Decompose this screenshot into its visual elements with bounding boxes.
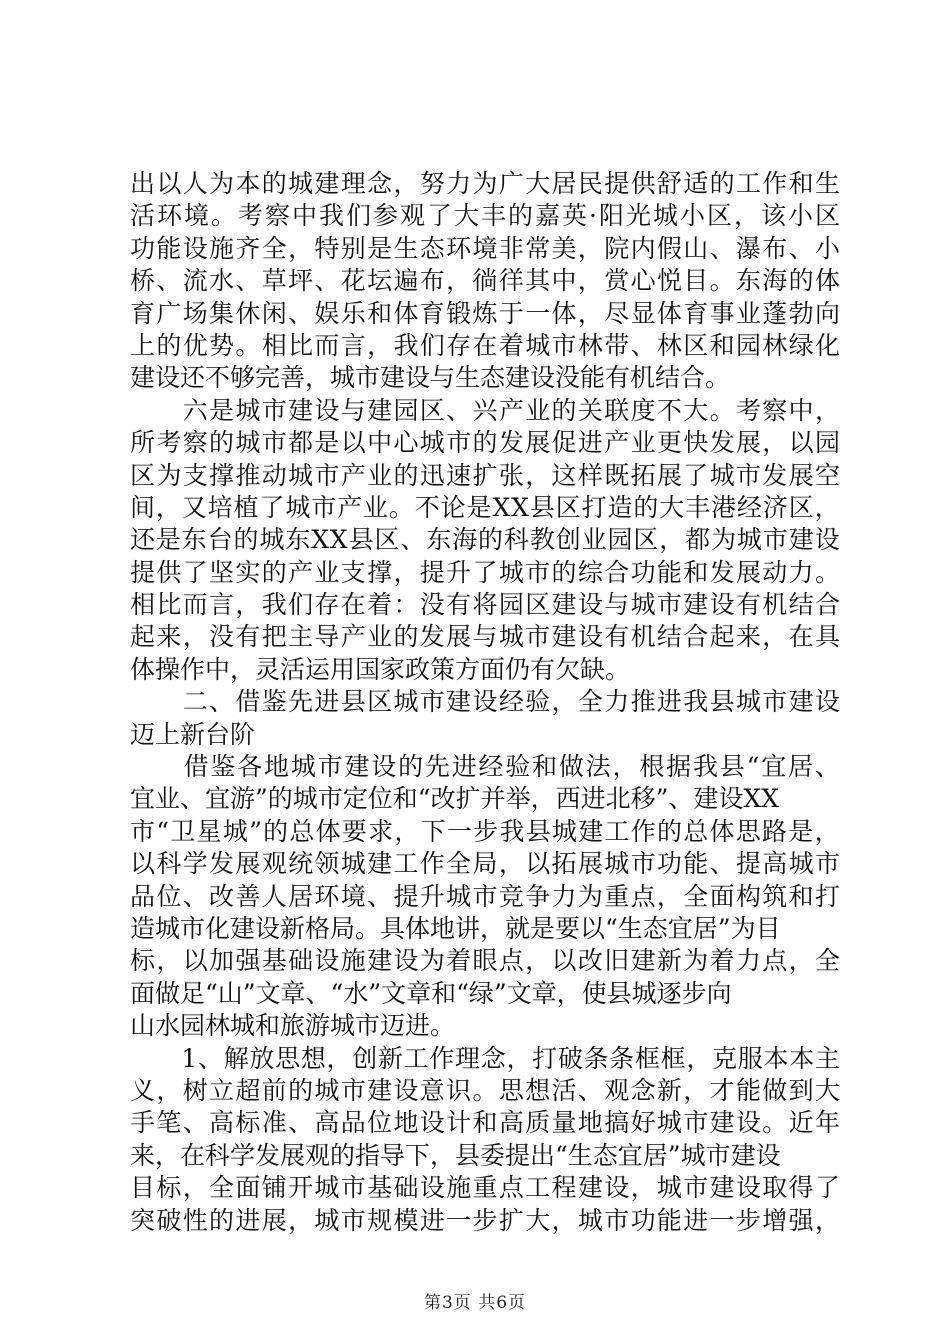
text-line: 活环境。考察中我们参观了大丰的嘉英·阳光城小区，该小区 (130, 201, 842, 231)
text-line: 间，又培植了城市产业。不论是XX县区打造的大丰港经济区， (130, 492, 841, 522)
text-line: 突破性的进展，城市规模进一步扩大，城市功能进一步增强， (130, 1205, 842, 1235)
text-line: 建设还不够完善，城市建设与生态建设没能有机结合。 (130, 363, 731, 393)
text-line: 造城市化建设新格局。具体地讲，就是要以“生态宜居”为目 (130, 913, 781, 943)
text-line: 来，在科学发展观的指导下，县委提出“生态宜居”城市建设 (130, 1140, 781, 1170)
text-line: 区为支撑推动城市产业的迅速扩张，这样既拓展了城市发展空 (130, 460, 842, 490)
body-text (130, 168, 840, 1237)
text-line: 市“卫星城”的总体要求，下一步我县城建工作的总体思路是， (130, 816, 841, 846)
text-line: 面做足“山”文章、“水”文章和“绿”文章，使县城逐步向 (130, 978, 732, 1008)
text-line: 目标，全面铺开城市基础设施重点工程建设，城市建设取得了 (130, 1173, 842, 1203)
text-line: 品位、改善人居环境、提升城市竞争力为重点，全面构筑和打 (130, 881, 842, 911)
text-line: 桥、流水、草坪、花坛遍布，徜徉其中，赏心悦目。东海的体 (130, 266, 842, 296)
text-line: 1、解放思想，创新工作理念，打破条条框框，克服本本主 (130, 1043, 841, 1073)
text-line: 二、借鉴先进县区城市建设经验，全力推进我县城市建设 (130, 687, 842, 717)
text-line: 借鉴各地城市建设的先进经验和做法，根据我县“宜居、 (130, 752, 842, 782)
text-line: 义，树立超前的城市建设意识。思想活、观念新，才能做到大 (130, 1075, 842, 1105)
text-line: 迈上新台阶 (130, 719, 256, 749)
text-line: 育广场集休闲、娱乐和体育锻炼于一体，尽显体育事业蓬勃向 (130, 298, 842, 328)
text-line: 相比而言，我们存在着：没有将园区建设与城市建设有机结合 (130, 590, 842, 620)
text-line: 所考察的城市都是以中心城市的发展促进产业更快发展，以园 (130, 428, 842, 458)
text-line: 宜业、宜游”的城市定位和“改扩并举，西进北移”、建设XX (130, 784, 779, 814)
text-line: 手笔、高标准、高品位地设计和高质量地搞好城市建设。近年 (130, 1108, 842, 1138)
text-line: 提供了坚实的产业支撑，提升了城市的综合功能和发展动力。 (130, 557, 842, 587)
text-line: 体操作中，灵活运用国家政策方面仍有欠缺。 (130, 654, 631, 684)
text-line: 六是城市建设与建园区、兴产业的关联度不大。考察中， (130, 395, 842, 425)
page-footer: 第3页 共6页 (423, 1293, 527, 1313)
text-line: 起来，没有把主导产业的发展与城市建设有机结合起来，在具 (130, 622, 842, 652)
text-line: 以科学发展观统领城建工作全局，以拓展城市功能、提高城市 (130, 849, 842, 879)
text-line: 标，以加强基础设施建设为着眼点，以改旧建新为着力点，全 (130, 946, 842, 976)
text-line: 山水园林城和旅游城市迈进。 (130, 1011, 456, 1041)
text-line: 出以人为本的城建理念，努力为广大居民提供舒适的工作和生 (130, 169, 842, 198)
text-line: 功能设施齐全，特别是生态环境非常美，院内假山、瀑布、小 (130, 233, 842, 263)
text-line: 上的优势。相比而言，我们存在着城市林带、林区和园林绿化 (130, 330, 842, 360)
text-line: 还是东台的城东XX县区、东海的科教创业园区，都为城市建设 (130, 525, 841, 555)
